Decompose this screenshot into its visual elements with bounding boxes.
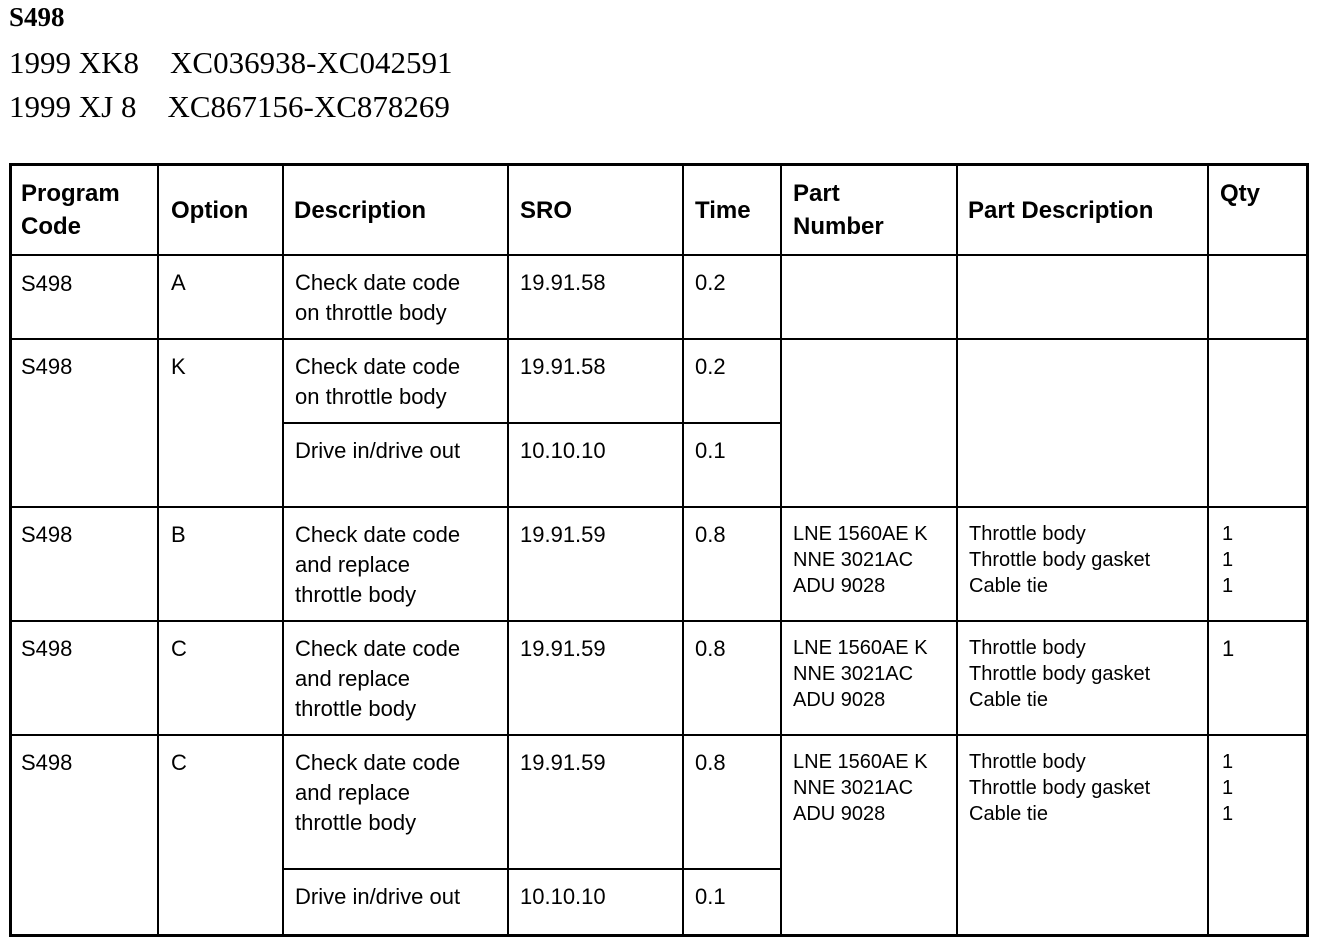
cell-program-code: S498: [21, 271, 73, 296]
vehicle-range-line-2: 1999 XJ 8 XC867156-XC878269: [9, 89, 450, 124]
cell-time: 0.1: [695, 884, 726, 909]
cell-sro: 19.91.59: [520, 750, 606, 775]
cell-qty: 1 1 1: [1222, 523, 1234, 597]
cell-part-description: Throttle body Throttle body gasket Cable tie: [969, 751, 1151, 825]
cell-qty: 1 1 1: [1222, 751, 1234, 825]
cell-time: 0.1: [695, 438, 726, 463]
vehicle-range-line-1: 1999 XK8 XC036938-XC042591: [9, 45, 453, 80]
subrow-divider: [282, 422, 782, 424]
cell-time: 0.8: [695, 636, 726, 661]
cell-sro: 19.91.59: [520, 636, 606, 661]
cell-option: B: [171, 522, 186, 547]
document-title: S498: [9, 2, 65, 32]
header-option: Option: [171, 197, 249, 224]
cell-sro: 19.91.58: [520, 354, 606, 379]
cell-part-numbers: LNE 1560AE K NNE 3021AC ADU 9028: [793, 751, 928, 825]
cell-part-description: Throttle body Throttle body gasket Cable tie: [969, 637, 1151, 711]
subrow-divider: [282, 868, 782, 870]
cell-qty: 1: [1222, 636, 1235, 661]
header-time: Time: [695, 197, 751, 224]
row-divider: [12, 254, 1306, 256]
column-divider: [157, 166, 159, 934]
row-divider: [12, 338, 1306, 340]
cell-part-numbers: LNE 1560AE K NNE 3021AC ADU 9028: [793, 637, 928, 711]
cell-program-code: S498: [21, 354, 73, 379]
cell-option: C: [171, 636, 187, 661]
cell-time: 0.8: [695, 750, 726, 775]
cell-option: C: [171, 750, 187, 775]
cell-sro: 10.10.10: [520, 884, 606, 909]
row-divider: [12, 506, 1306, 508]
cell-time: 0.2: [695, 270, 726, 295]
column-divider: [282, 166, 284, 934]
column-divider: [682, 166, 684, 934]
cell-part-description: Throttle body Throttle body gasket Cable tie: [969, 523, 1151, 597]
cell-description: Check date code and replace throttle body: [295, 636, 461, 721]
cell-description: Check date code on throttle body: [295, 354, 461, 409]
cell-description: Drive in/drive out: [295, 884, 461, 909]
cell-sro: 10.10.10: [520, 438, 606, 463]
column-divider: [507, 166, 509, 934]
cell-sro: 19.91.59: [520, 522, 606, 547]
cell-part-numbers: LNE 1560AE K NNE 3021AC ADU 9028: [793, 523, 928, 597]
cell-program-code: S498: [21, 750, 73, 775]
program-table: [9, 163, 1309, 937]
column-divider: [1207, 166, 1209, 934]
cell-time: 0.8: [695, 522, 726, 547]
header-program-code: Program Code: [21, 180, 120, 240]
header-qty: Qty: [1220, 180, 1261, 207]
header-sro: SRO: [520, 197, 573, 224]
column-divider: [780, 166, 782, 934]
cell-option: K: [171, 354, 186, 379]
cell-description: Check date code and replace throttle body: [295, 522, 461, 607]
row-divider: [12, 734, 1306, 736]
cell-description: Check date code on throttle body: [295, 270, 461, 325]
cell-program-code: S498: [21, 636, 73, 661]
cell-description: Drive in/drive out: [295, 438, 461, 463]
header-part-number: Part Number: [793, 180, 884, 240]
cell-program-code: S498: [21, 522, 73, 547]
column-divider: [956, 166, 958, 934]
cell-option: A: [171, 270, 186, 295]
cell-time: 0.2: [695, 354, 726, 379]
cell-description: Check date code and replace throttle body: [295, 750, 461, 835]
cell-sro: 19.91.58: [520, 270, 606, 295]
row-divider: [12, 620, 1306, 622]
header-part-description: Part Description: [968, 197, 1154, 224]
header-description: Description: [294, 197, 427, 224]
